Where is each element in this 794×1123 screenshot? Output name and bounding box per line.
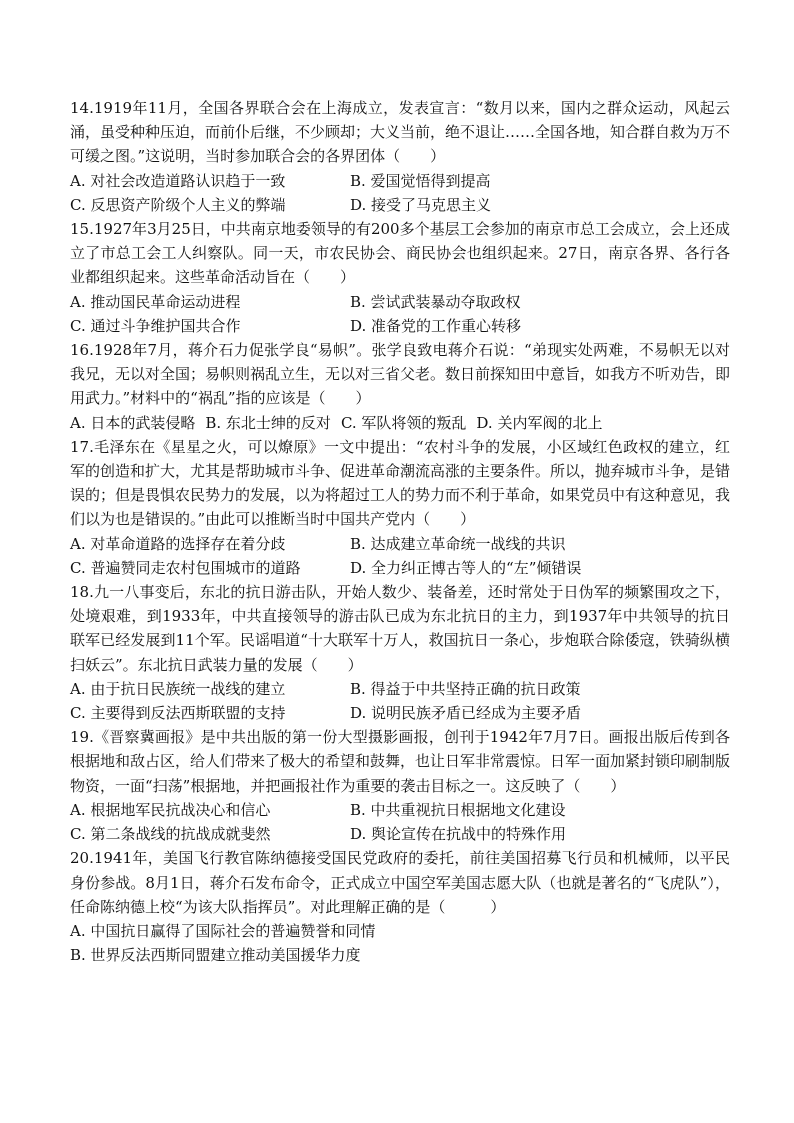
option-b: B. 中共重视抗日根据地文化建设 [350,800,566,819]
option-d: D. 准备党的工作重心转移 [350,316,522,335]
question-stem: 14.1919年11月，全国各界联合会在上海成立，发表宣言：“数月以来，国内之群众运动，风起云涌，虽受种种压迫，而前仆后继，不少顾却；大义当前，绝不退让……全国各地，知合群自救为万不可缓之图。”这说明，当时参加联合会的各界团体（ ） [70,99,731,166]
question-stem: 19.《晋察冀画报》是中共出版的第一份大型摄影画报，创刊于1942年7月7日。画报出版后传到各根据地和敌占区，给人们带来了极大的希望和鼓舞，也让日军非常震惊。日军一面加紧封锁印刷制版物资，一面“扫荡”根据地，并把画报社作为重要的袭击目标之一。这反映了（ ） [70,728,731,795]
option-b: B. 东北士绅的反对 [205,413,331,432]
option-c: C. 反思资产阶级个人主义的弊端 [70,195,286,214]
question-16 [70,338,730,435]
option-b: B. 爱国觉悟得到提高 [350,171,491,190]
option-a: A. 对社会改造道路认识趋于一致 [70,171,286,190]
option-b: B. 尝试武装暴动夺取政权 [350,292,521,311]
option-d: D. 全力纠正博古等人的“左”倾错误 [350,558,582,577]
option-d: D. 关内军阀的北上 [476,413,603,432]
option-c: C. 主要得到反法西斯联盟的支持 [70,704,286,723]
question-14 [70,96,730,217]
option-d: D. 接受了马克思主义 [350,195,492,214]
option-list [70,532,730,580]
question-19 [70,725,730,846]
option-c: C. 第二条战线的抗战成就斐然 [70,825,271,844]
question-stem: 17.毛泽东在《星星之火，可以燎原》一文中提出：“农村斗争的发展，小区域红色政权的建立，红军的创造和扩大，尤其是帮助城市斗争、促进革命潮流高涨的主要条件。所以，抛弃城市斗争，是错误的；但是畏惧农民势力的发展，以为将超过工人的势力而不利于革命，如果党员中有这种意见，我们以为也是错误的。”由此可以推断当时中国共产党内（ ） [70,437,731,529]
option-c: C. 军队将领的叛乱 [340,413,467,432]
option-list [70,411,730,435]
exam-page [70,96,730,967]
option-d: D. 舆论宣传在抗战中的特殊作用 [350,825,567,844]
option-d: D. 说明民族矛盾已经成为主要矛盾 [350,704,582,723]
option-a: A. 中国抗日赢得了国际社会的普遍赞誉和同情 [70,921,376,940]
question-15 [70,217,730,338]
option-list [70,919,730,967]
option-c: C. 普遍赞同走农村包围城市的道路 [70,558,301,577]
option-c: C. 通过斗争维护国共合作 [70,316,241,335]
option-a: A. 日本的武装侵略 [70,413,196,432]
option-b: B. 得益于中共坚持正确的抗日政策 [350,679,581,698]
option-b: B. 达成建立革命统一战线的共识 [350,534,566,553]
question-stem: 20.1941年，美国飞行教官陈纳德接受国民党政府的委托，前往美国招募飞行员和机械师，以平民身份参战。8月1日，蒋介石发布命令，正式成立中国空军美国志愿大队（也就是著名的“飞虎队”），任命陈纳德上校“为该大队指挥员”。对此理解正确的是（ ） [70,849,730,916]
question-18 [70,580,730,725]
question-stem: 18.九一八事变后，东北的抗日游击队，开始人数少、装备差，还时常处于日伪军的频繁围攻之下，处境艰难，到1933年，中共直接领导的游击队已成为东北抗日的主力，到1937年中共领导的抗日联军已经发展到11个军。民谣唱道“十大联军十万人，救国抗日一条心，步炮联合除倭寇，铁骑纵横扫妖云”。东北抗日武装力量的发展（ ） [70,583,730,674]
question-17 [70,435,730,580]
option-a: A. 推动国民革命运动进程 [70,292,241,311]
option-list [70,798,730,846]
option-a: A. 根据地军民抗战决心和信心 [70,800,271,819]
option-a: A. 对革命道路的选择存在着分歧 [70,534,286,553]
option-list [70,169,730,217]
option-b: B. 世界反法西斯同盟建立推动美国援华力度 [70,946,361,965]
option-list [70,290,730,338]
option-list [70,677,730,725]
option-a: A. 由于抗日民族统一战线的建立 [70,679,286,698]
question-stem: 16.1928年7月，蒋介石力促张学良“易帜”。张学良致电蒋介石说：“弟现实处两难，不易帜无以对我兄，无以对全国；易帜则祸乱立生，无以对三省父老。数日前探知田中意旨，如我方不听劝告，即用武力。”材料中的“祸乱”指的应该是（ ） [70,341,731,408]
question-20 [70,846,730,967]
question-stem: 15.1927年3月25日，中共南京地委领导的有200多个基层工会参加的南京市总工会成立，会上还成立了市总工会工人纠察队。同一天，市农民协会、商民协会也组织起来。27日，南京各界、各行各业都组织起来。这些革命活动旨在（ ） [70,220,730,287]
